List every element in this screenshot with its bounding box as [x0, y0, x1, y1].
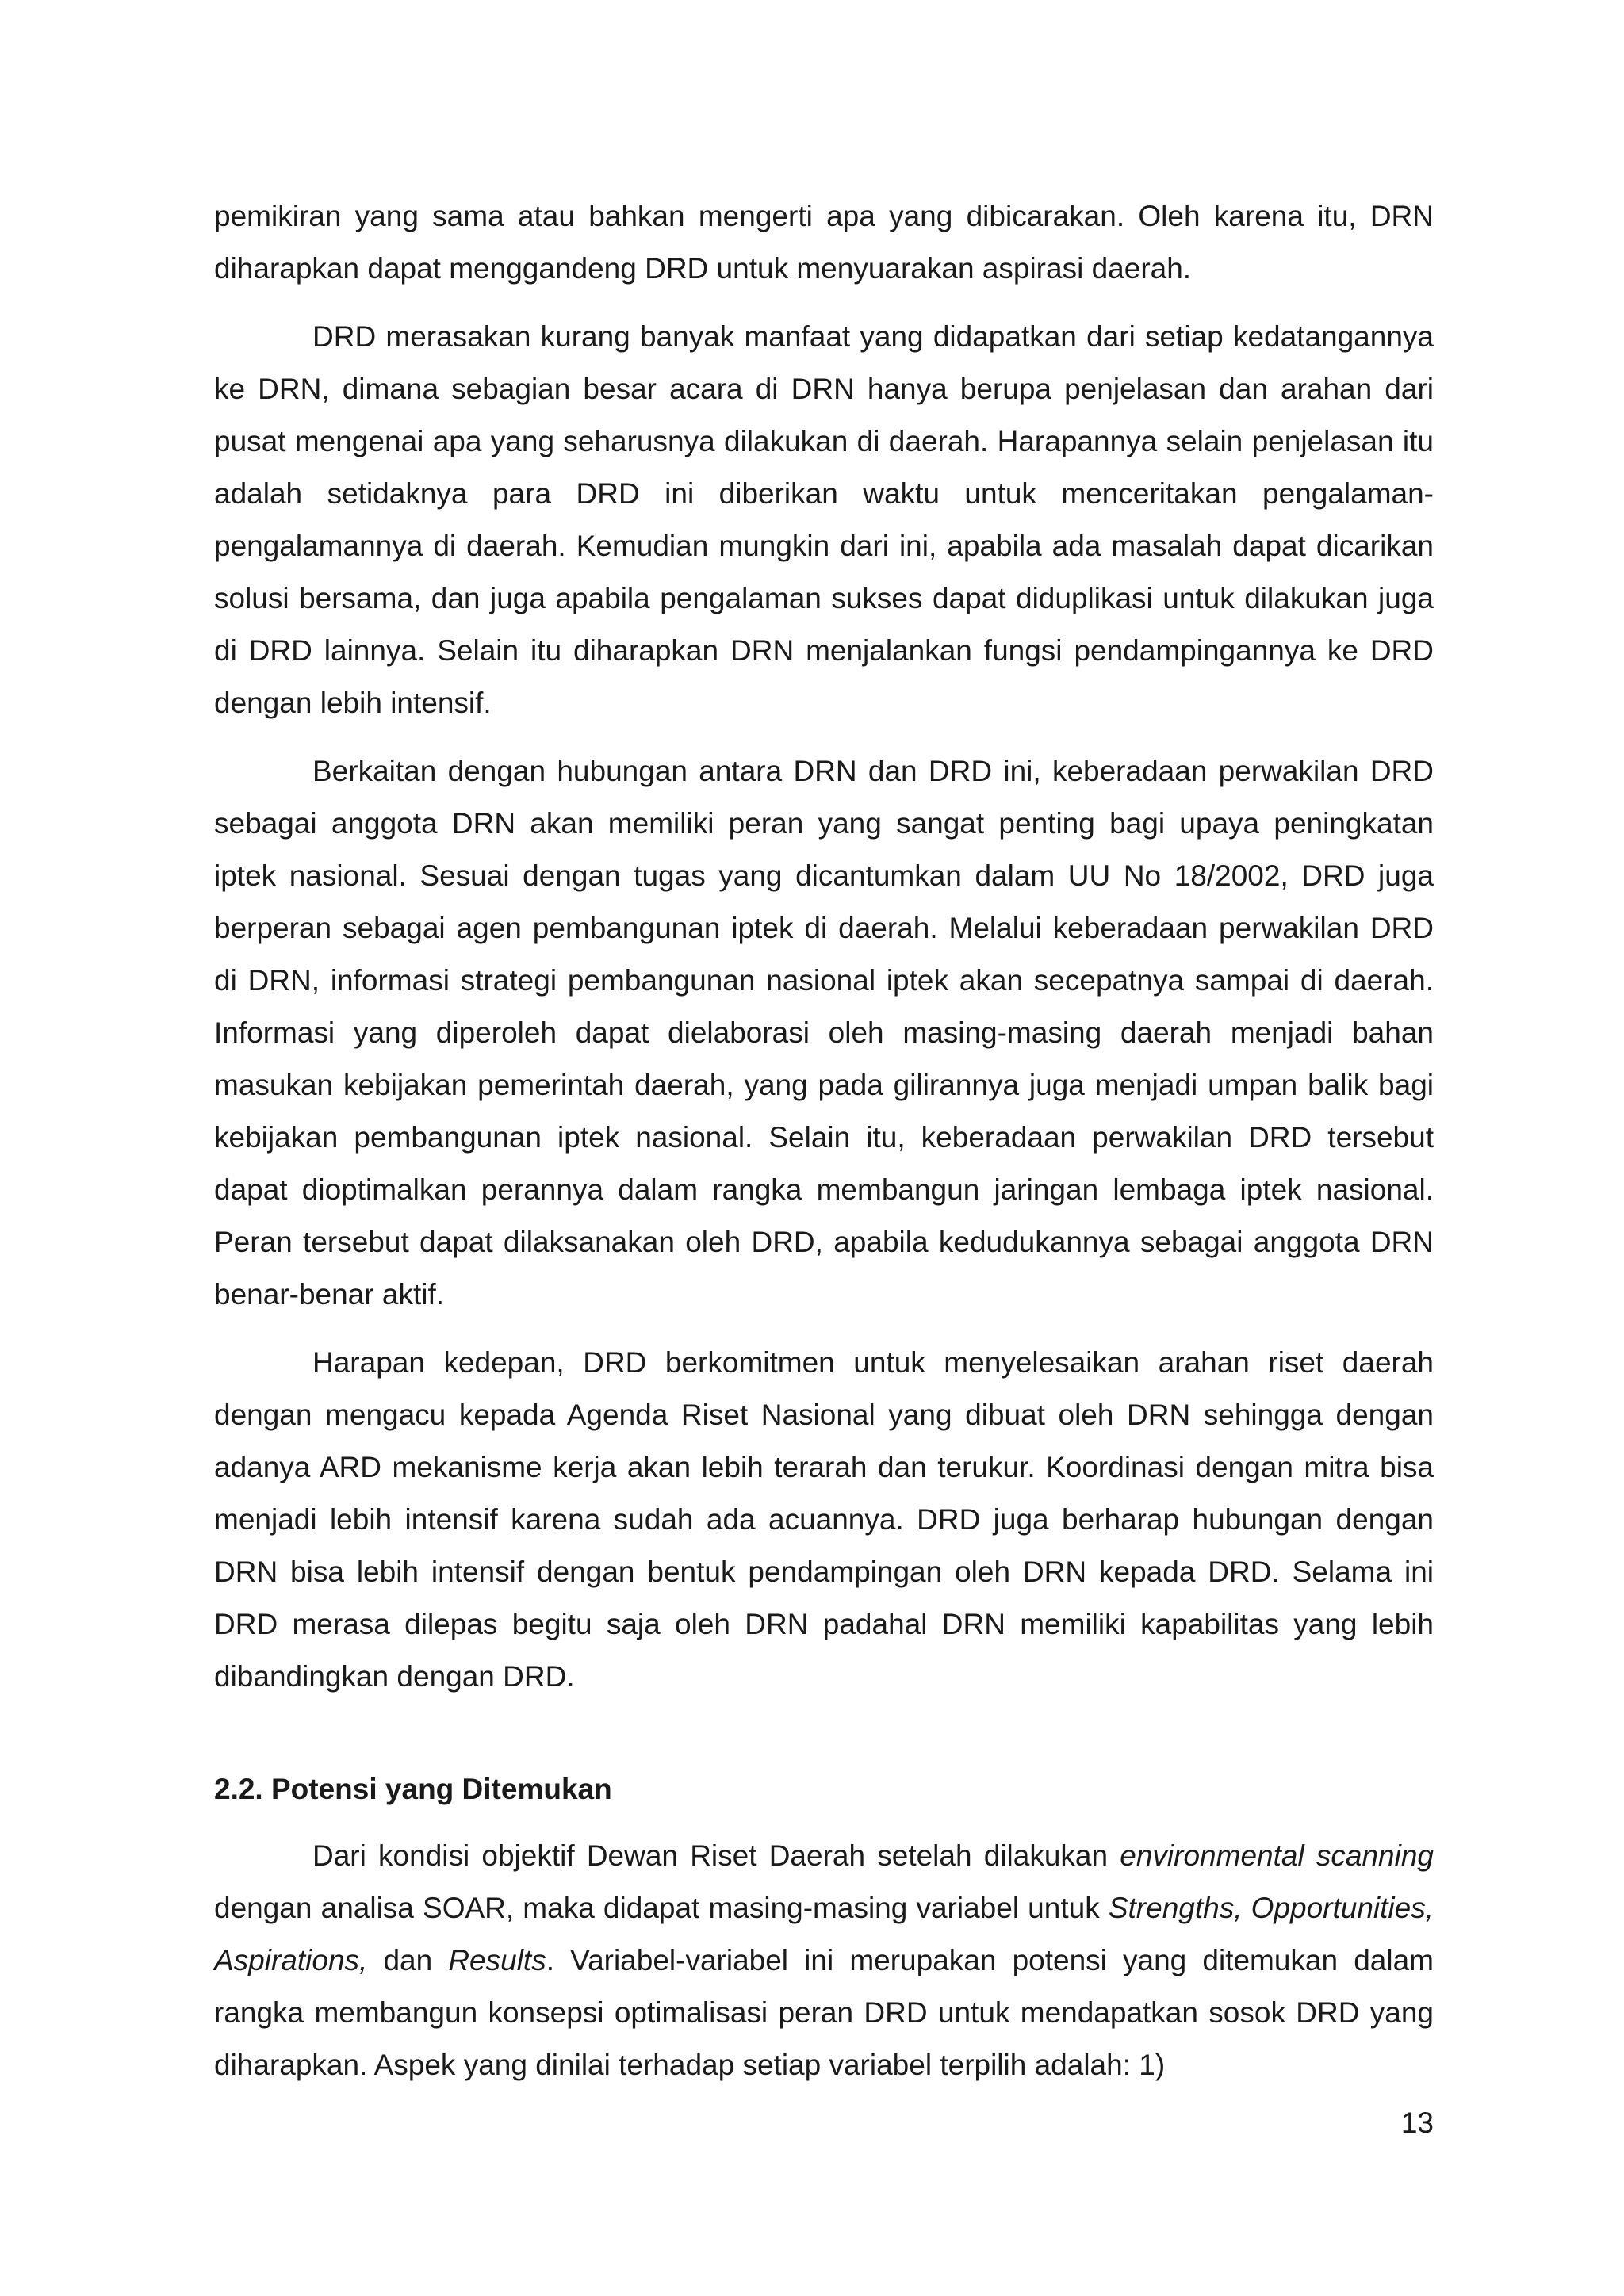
paragraph-potensi	[214, 1830, 1434, 2091]
paragraph-continuation: pemikiran yang sama atau bahkan mengerti apa yang dibicarakan. Oleh karena itu, DRN diharapkan dapat menggandeng DRD untuk menyuarakan aspirasi daerah.	[214, 200, 1434, 285]
section-heading: 2.2. Potensi yang Ditemukan	[214, 1773, 612, 1805]
paragraph-gap	[214, 295, 1434, 311]
italic-term-environmental-scanning: environmental scanning	[1120, 1839, 1434, 1872]
italic-term-soar: Strengths, Opportunities, Aspirations,	[214, 1892, 1434, 1976]
paragraph-hubungan-drn-drd: Berkaitan dengan hubungan antara DRN dan DRD ini, keberadaan perwakilan DRD sebagai anggota DRN akan memiliki peran yang sangat penting bagi upaya peningkatan iptek nasional. Sesuai dengan tugas yang dicantumkan dalam UU No 18/2002, DRD juga berperan sebagai agen pembangunan iptek di daerah. Melalui keberadaan perwakilan DRD di DRN, informasi strategi pembangunan nasional iptek akan secepatnya sampai di daerah. Informasi yang diperoleh dapat dielaborasi oleh masing-masing daerah menjadi bahan masukan kebijakan pemerintah daerah, yang pada gilirannya juga menjadi umpan balik bagi kebijakan pembangunan iptek nasional. Selain itu, keberadaan perwakilan DRD tersebut dapat dioptimalkan perannya dalam rangka membangun jaringan lembaga iptek nasional. Peran tersebut dapat dilaksanakan oleh DRD, apabila kedudukannya sebagai anggota DRN benar-benar aktif.	[214, 755, 1434, 1311]
italic-term-results: Results	[448, 1944, 546, 1976]
text-run: dan	[367, 1944, 449, 1976]
page-number: 13	[1400, 2107, 1434, 2139]
paragraph-harapan-kedepan: Harapan kedepan, DRD berkomitmen untuk menyelesaikan arahan riset daerah dengan mengacu kepada Agenda Riset Nasional yang dibuat oleh DRN sehingga dengan adanya ARD mekanisme kerja akan lebih terarah dan terukur. Koordinasi dengan mitra bisa menjadi lebih intensif karena sudah ada acuannya. DRD juga berharap hubungan dengan DRN bisa lebih intensif dengan bentuk pendampingan oleh DRN kepada DRD. Selama ini DRD merasa dilepas begitu saja oleh DRN padahal DRN memiliki kapabilitas yang lebih dibandingkan dengan DRD.	[214, 1346, 1434, 1693]
text-run: . Variabel-variabel ini merupakan potensi yang ditemukan dalam rangka membangun konsepsi optimalisasi peran DRD untuk mendapatkan sosok DRD yang diharapkan. Aspek yang dinilai terhadap setiap variabel terpilih adalah: 1)	[214, 1944, 1434, 2081]
document-page	[214, 190, 1434, 2091]
paragraph-gap	[214, 729, 1434, 745]
paragraph-drd-manfaat: DRD merasakan kurang banyak manfaat yang didapatkan dari setiap kedatangannya ke DRN, dimana sebagian besar acara di DRN hanya berupa penjelasan dan arahan dari pusat mengenai apa yang seharusnya dilakukan di daerah. Harapannya selain penjelasan itu adalah setidaknya para DRD ini diberikan waktu untuk menceritakan pengalaman-pengalamannya di daerah. Kemudian mungkin dari ini, apabila ada masalah dapat dicarikan solusi bersama, dan juga apabila pengalaman sukses dapat diduplikasi untuk dilakukan juga di DRD lainnya. Selain itu diharapkan DRN menjalankan fungsi pendampingannya ke DRD dengan lebih intensif.	[214, 320, 1434, 719]
text-run: dengan analisa SOAR, maka didapat masing-masing variabel untuk	[214, 1892, 1109, 1924]
paragraph-gap	[214, 1321, 1434, 1337]
text-run: Dari kondisi objektif Dewan Riset Daerah setelah dilakukan	[312, 1839, 1120, 1872]
